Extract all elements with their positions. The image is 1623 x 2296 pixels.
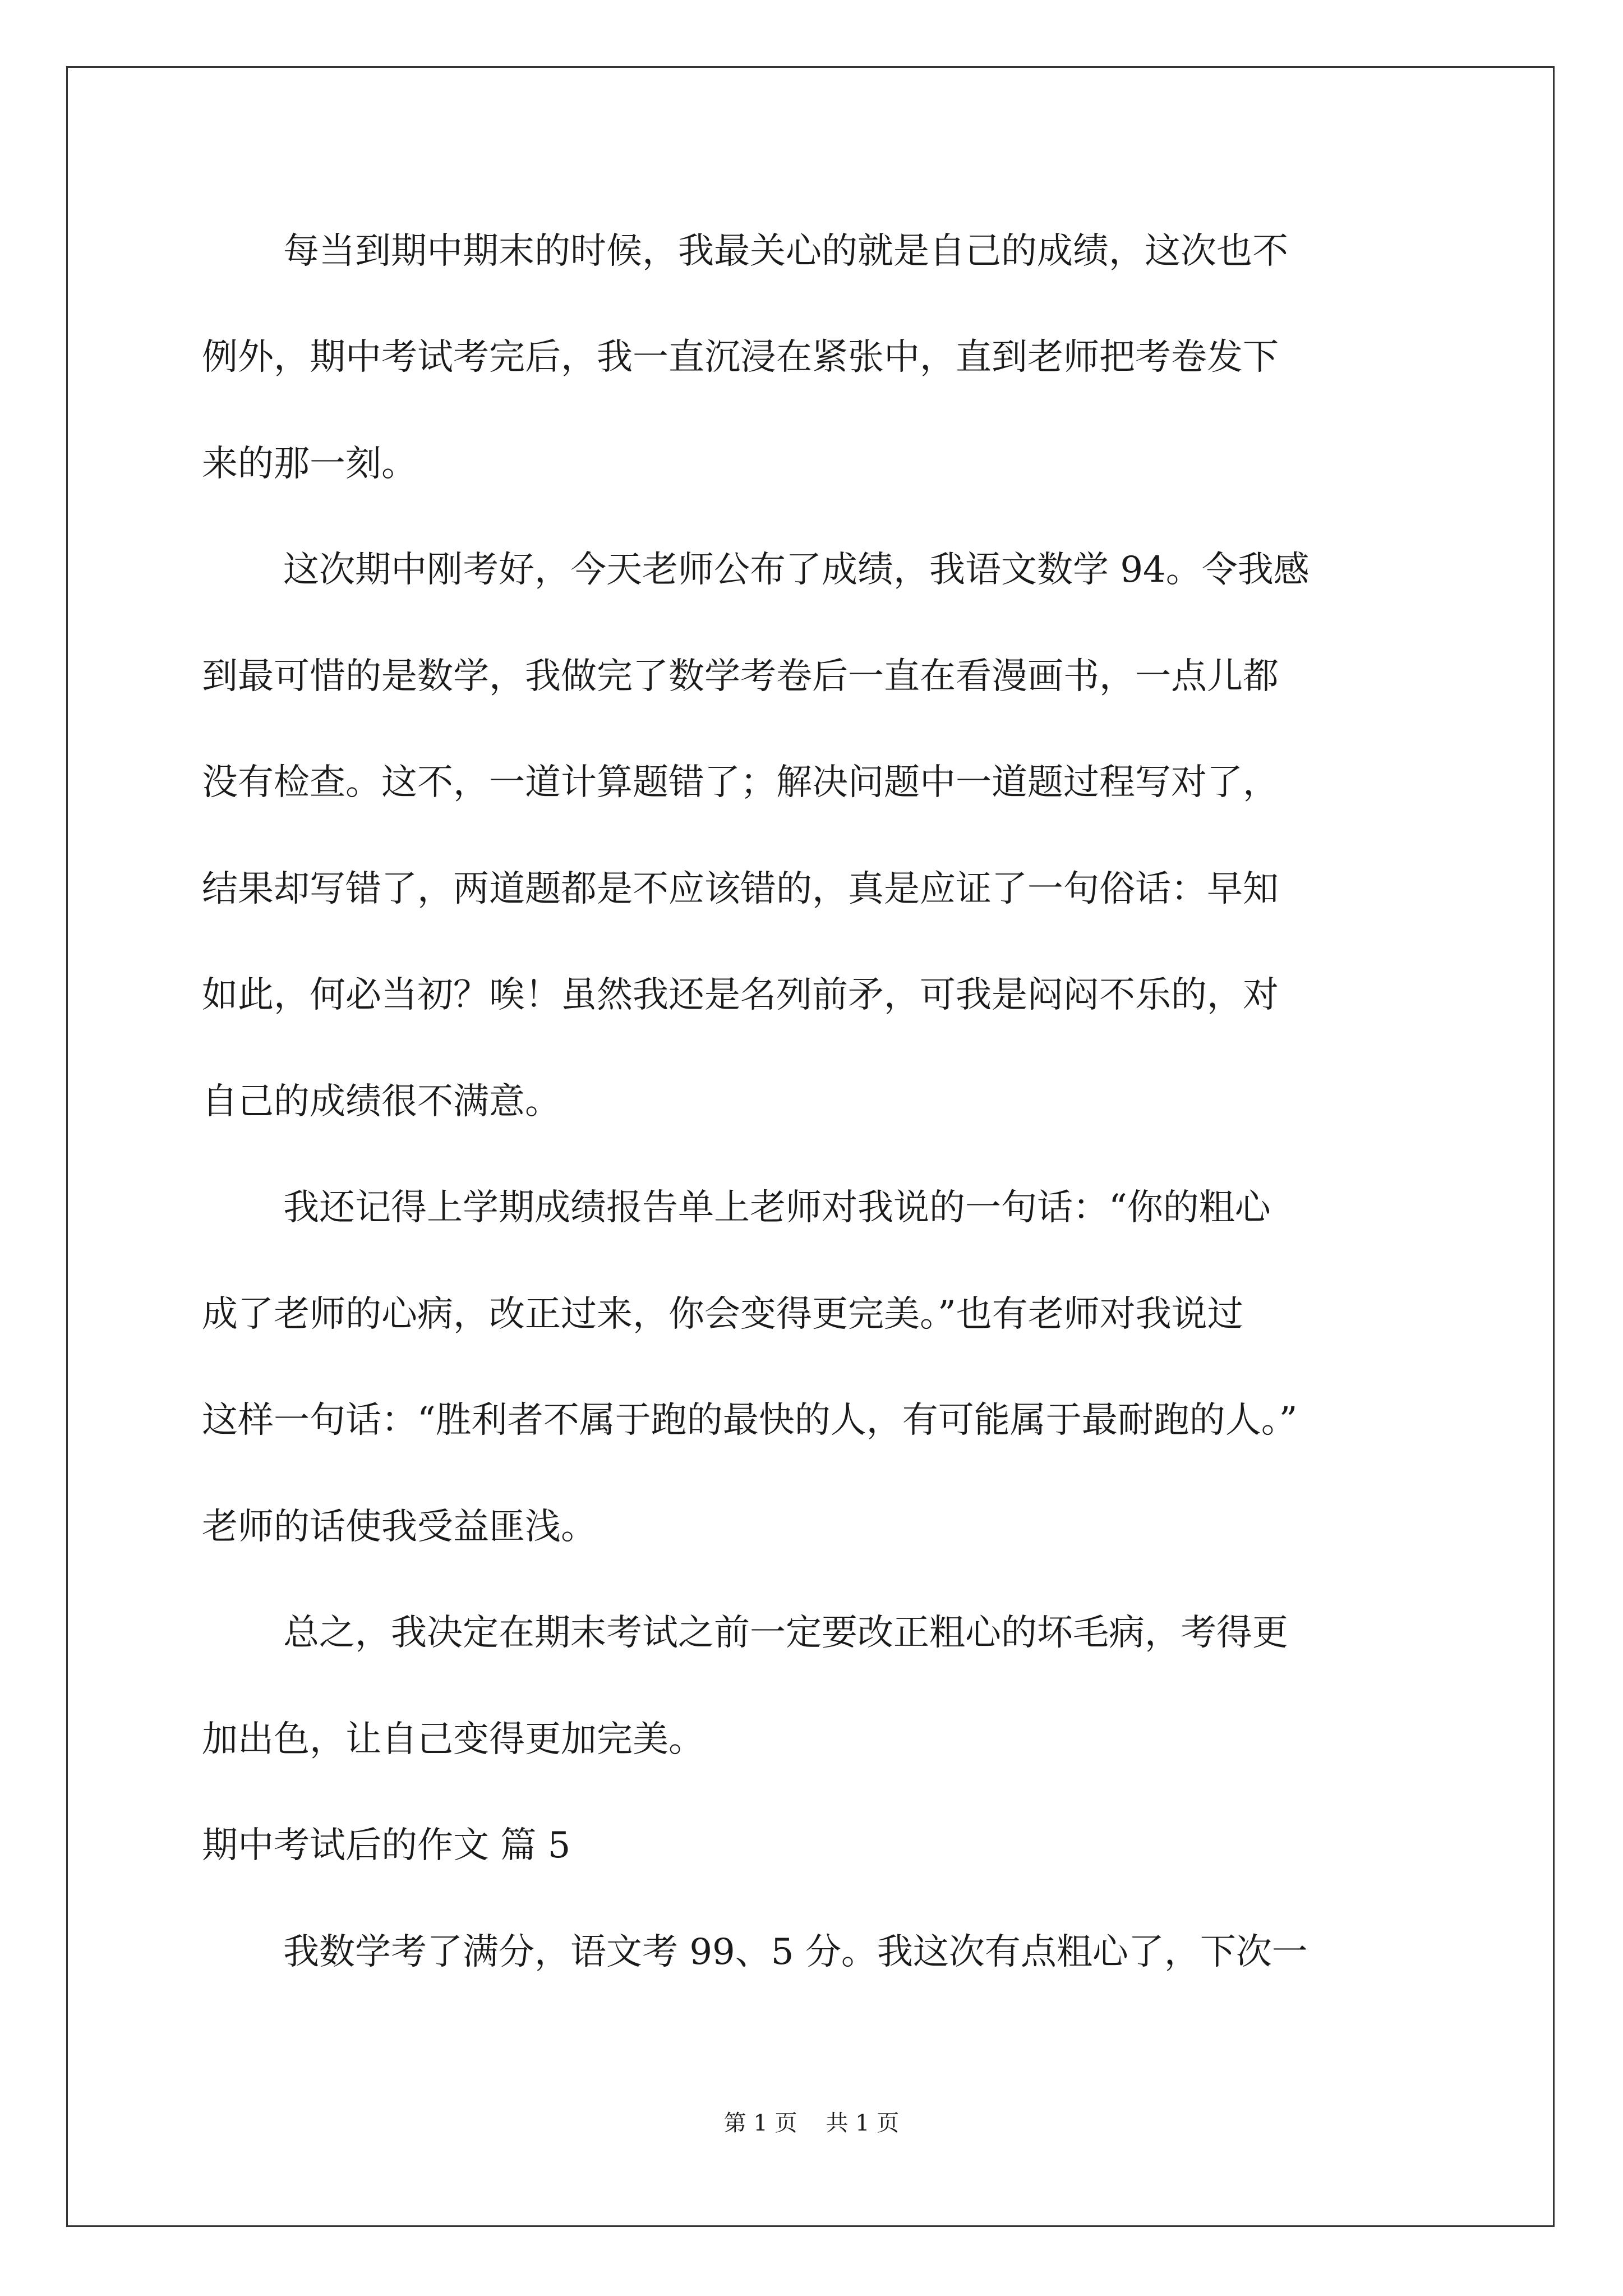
- paragraph-2-line-5: 如此，何必当初？唉！虽然我还是名列前矛，可我是闷闷不乐的，对: [202, 974, 1279, 1016]
- paragraph-4-line-2: 加出色，让自己变得更加完美。: [202, 1719, 704, 1760]
- paragraph-3-line-1: 我还记得上学期成绩报告单上老师对我说的一句话：“你的粗心: [283, 1187, 1271, 1228]
- paragraph-2-line-2: 到最可惜的是数学，我做完了数学考卷后一直在看漫画书，一点儿都: [202, 656, 1279, 697]
- paragraph-5-line-1: 我数学考了满分，语文考 99、5 分。我这次有点粗心了，下次一: [283, 1931, 1308, 1973]
- paragraph-2-line-1: 这次期中刚考好，今天老师公布了成绩，我语文数学 94。令我感: [283, 549, 1310, 591]
- paragraph-3-line-4: 老师的话使我受益匪浅。: [202, 1506, 597, 1548]
- paragraph-2-line-4: 结果却写错了，两道题都是不应该错的，真是应证了一句俗话：早知: [202, 868, 1279, 910]
- paragraph-1-line-3: 来的那一刻。: [202, 443, 417, 485]
- section-heading: 期中考试后的作文 篇 5: [202, 1825, 571, 1866]
- paragraph-3-line-2: 成了老师的心病，改正过来，你会变得更完美。”也有老师对我说过: [202, 1294, 1243, 1335]
- paragraph-1-line-1: 每当到期中期末的时候，我最关心的就是自己的成绩，这次也不: [283, 231, 1288, 272]
- paragraph-2-line-3: 没有检查。这不，一道计算题错了；解决问题中一道题过程写对了，: [202, 762, 1279, 803]
- paragraph-1-line-2: 例外，期中考试考完后，我一直沉浸在紧张中，直到老师把考卷发下: [202, 337, 1279, 378]
- page-footer: 第 1 页 共 1 页: [723, 2110, 900, 2136]
- paragraph-3-line-3: 这样一句话：“胜利者不属于跑的最快的人，有可能属于最耐跑的人。”: [202, 1400, 1298, 1441]
- paragraph-4-line-1: 总之，我决定在期末考试之前一定要改正粗心的坏毛病，考得更: [283, 1612, 1288, 1654]
- page-border: [66, 66, 1555, 2227]
- paragraph-2-line-6: 自己的成绩很不满意。: [202, 1081, 561, 1122]
